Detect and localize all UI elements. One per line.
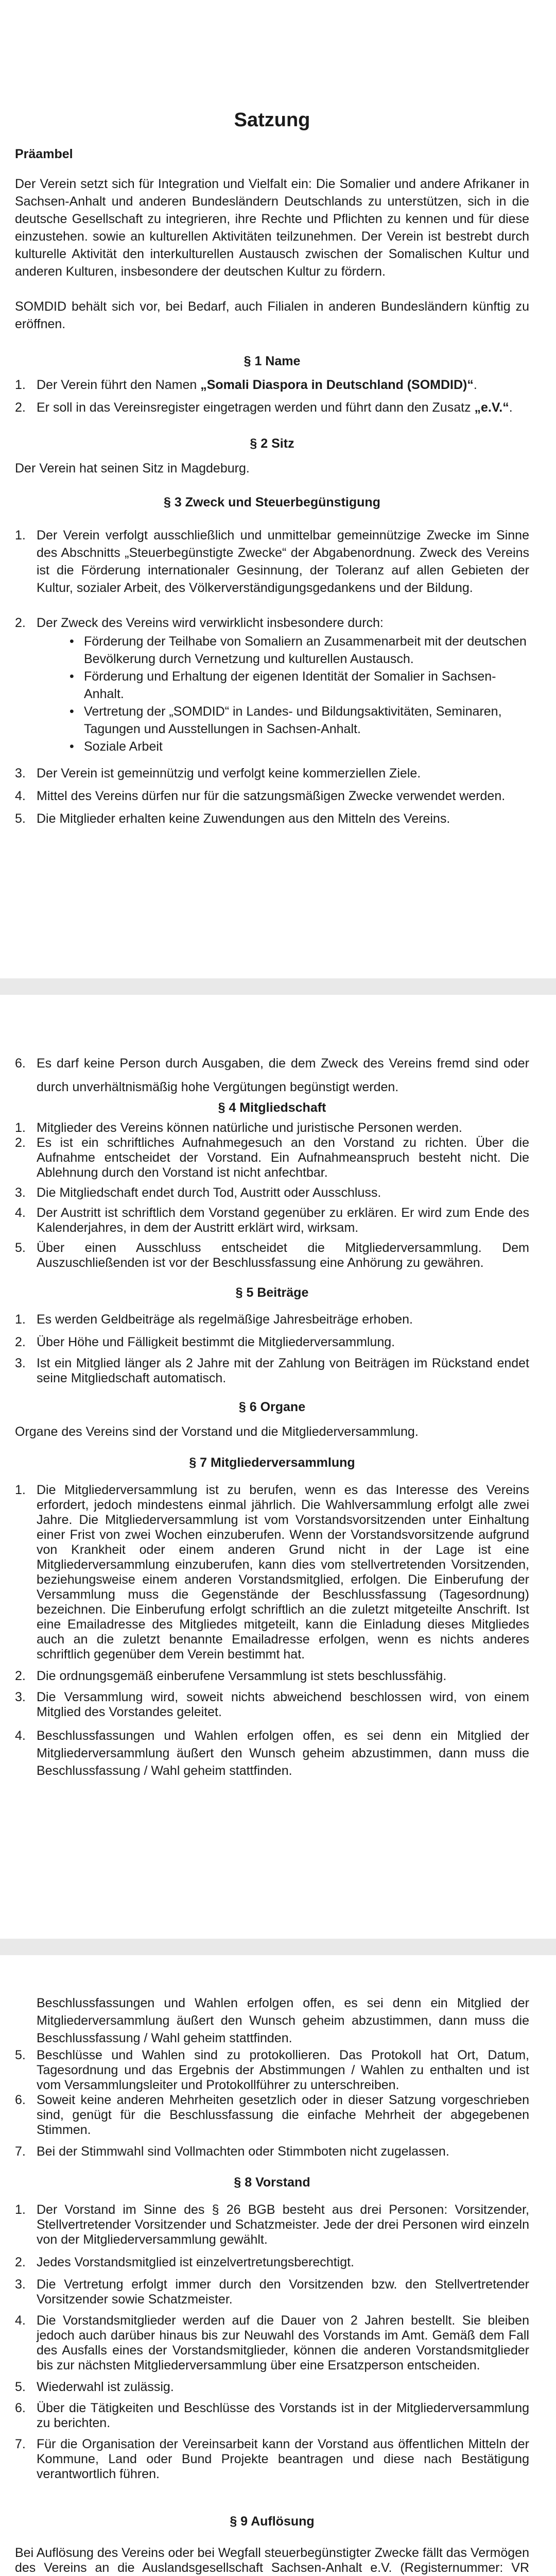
section-5-item: 2. Über Höhe und Fälligkeit bestimmt die Mitgliederversammlung. [15, 1335, 395, 1349]
section-3-item-4: 4. Mittel des Vereins dürfen nur für die satzungsmäßigen Zwecke verwendet werden. [15, 789, 506, 803]
preamble-paragraph-1: Der Verein setzt sich für Integration und Vielfalt ein: Die Somalier und andere Afrikaner in Sachsen-Anhalt und anderen Bundesländern Deutschlands zu unterstützen, sich in die deutsche Gesellschaft zu integrieren, ihre Rechte und Pflichten zu kennen und für diese einzustehen. sowie an kulturellen Aktivitäten teilzunehmen. Der Verein ist bestrebt durch kulturelle Aktivität den interkulturellen Austausch zwischen der Somalischen Kultur und anderen Kulturen, insbesondere der deutschen Kultur zu fördern. [15, 177, 529, 279]
section-3-bullet: • Soziale Arbeit [70, 738, 529, 755]
preamble-paragraph-2: SOMDID behält sich vor, bei Bedarf, auch Filialen in anderen Bundesländern künftig zu eröffnen. [15, 299, 529, 331]
section-7-item-4-remainder: Beschlussfassungen und Wahlen erfolgen offen, es sei denn ein Mitglied der Mitgliederversammlung äußert den Wunsch geheim abzustimmen, dann muss die Beschlussfassung / Wahl geheim stattfinden. [37, 1996, 529, 2045]
section-5-item: 3. Ist ein Mitglied länger als 2 Jahre mit der Zahlung von Beiträgen im Rückstand endet seine Mitgliedschaft automatisch. [15, 1356, 529, 1385]
section-7-item-2: 2. Die ordnungsgemäß einberufene Versammlung ist stets beschlussfähig. [15, 1669, 447, 1683]
section-7-item-7: 7. Bei der Stimmwahl sind Vollmachten oder Stimmboten nicht zugelassen. [15, 2144, 449, 2159]
section-9-text: Bei Auflösung des Vereins oder bei Wegfall steuerbegünstigter Zwecke fällt das Vermögen des Vereins an die Auslandsgesellschaft Sachsen-Anhalt e.V. (Registernummer: VR [15, 2546, 529, 2575]
section-8-item: 7. Für die Organisation der Vereinsarbeit kann der Vorstand aus öffentlichen Mitteln der Kommune, Land oder Bund Projekte beantragen und diese nach Bestätigung verantwortlich führen. [15, 2437, 529, 2481]
section-7-list-continued [15, 1996, 529, 2160]
section-3-list [15, 527, 529, 827]
section-4-item: 5. Über einen Ausschluss entscheidet die Mitgliederversammlung. Dem Auszuschließenden ist vor der Beschlussfassung eine Anhörung zu gewähren. [15, 1241, 529, 1270]
section-8-item: 1. Der Vorstand im Sinne des § 26 BGB besteht aus drei Personen: Vorsitzender, Stellvertretender Vorsitzender und Schatzmeister. Jede der drei Personen wird einzeln von der Mitgliederversammlung gewählt. [15, 2202, 529, 2247]
section-2-text: Der Verein hat seinen Sitz in Magdeburg. [15, 461, 250, 476]
section-5-list [15, 1311, 529, 1386]
document-page-3 [0, 1955, 556, 2576]
section-3-item-2: 2. Der Zweck des Vereins wird verwirklicht insbesondere durch: • Förderung der Teilhabe von Somaliern an Zusammenarbeit mit der deutschen Bevölkerung durch Vernetzung und kulturellen Austausch. • Förderung und Erhaltung der eigenen Identität der Somalier in Sachsen-Anhalt. • Vertretung der „SOMDID“ in Landes- und Bildungsaktivitäten, Seminaren, Tagungen und Ausstellungen in Sachsen-Anhalt. • Soziale Arbeit [15, 614, 529, 755]
section-3-item-1: 1. Der Verein verfolgt ausschließlich und unmittelbar gemeinnützige Zwecke im Sinne des Abschnitts „Steuerbegünstigte Zwecke“ der Abgabenordnung. Zweck des Vereins ist die Förderung internationaler Gesinnung, der Toleranz auf allen Gebieten der Kultur, sozialer Arbeit, des Völkerverständigungsgedankens und der Bildung. [15, 528, 529, 595]
section-1-item-2: 2. Er soll in das Vereinsregister eingetragen werden und führt dann den Zusatz „e.V.“. [15, 400, 513, 415]
section-8-heading: § 8 Vorstand [234, 2175, 310, 2190]
section-5-heading: § 5 Beiträge [235, 1285, 309, 1300]
section-7-item-4: 4. Beschlussfassungen und Wahlen erfolgen offen, es sei denn ein Mitglied der Mitgliederversammlung äußert den Wunsch geheim abzustimmen, dann muss die Beschlussfassung / Wahl geheim stattfinden. [15, 1728, 529, 1778]
section-6-heading: § 6 Organe [238, 1400, 306, 1414]
section-1-heading: § 1 Name [244, 354, 301, 368]
section-7-item-4-continued [15, 1996, 529, 2045]
section-3-bullet-list [70, 633, 529, 755]
section-8-item: 3. Die Vertretung erfolgt immer durch den Vorsitzenden bzw. den Stellvertretender Vorsitzender sowie Schatzmeister. [15, 2277, 529, 2307]
section-4-heading: § 4 Mitgliedschaft [218, 1100, 326, 1115]
section-4-item: 4. Der Austritt ist schriftlich dem Vorstand gegenüber zu erklären. Er wird zum Ende des Kalenderjahres, in dem der Austritt erklärt wird, wirksam. [15, 1206, 529, 1235]
section-7-item-1: 1. Die Mitgliederversammlung ist zu berufen, wenn es das Interesse des Vereins erfordert, jedoch mindestens einmal jährlich. Die Wahlversammlung erfolgt alle zwei Jahre. Die Mitgliederversammlung ist vom Vorstandsvorsitzenden unter Einhaltung einer Frist von zwei Wochen einzuberufen. Wenn der Vorstandsvorsitzende aufgrund von Krankheit oder einem anderen Grund nicht in der Lage ist eine Mitgliederversammlung einzuberufen, kann dies vom stellvertretenden Vorsitzenden, beziehungsweise einem anderen Vorstandsmitglied, erfolgen. Die Einberufung der Versammlung muss die Gegenstände der Beschlussfassung (Tagesordnung) bezeichnen. Die Einberufung erfolgt schriftlich an die zuletzt mitgeteilte Anschrift. Ist eine Emailadresse des Mitgliedes mitgeteilt, kann die Einladung dieses Mitgliedes auch an die zuletzt benannte Emailadresse erfolgen, wenn es nichts anderes schriftlich gegenüber dem Verein bestimmt hat. [15, 1483, 529, 1662]
section-3-heading: § 3 Zweck und Steuerbegünstigung [164, 495, 380, 510]
section-7-item-6: 6. Soweit keine anderen Mehrheiten gesetzlich oder in dieser Satzung vorgeschrieben sind, genügt für die Beschlussfassung die einfache Mehrheit der abgegebenen Stimmen. [15, 2093, 529, 2137]
document-title: Satzung [234, 109, 310, 131]
section-1-item-1: 1. Der Verein führt den Namen „Somali Diaspora in Deutschland (SOMDID)“. [15, 378, 477, 392]
association-name: „Somali Diaspora in Deutschland (SOMDID)“ [200, 378, 474, 392]
section-8-item: 4. Die Vorstandsmitglieder werden auf die Dauer von 2 Jahren bestellt. Sie bleiben jedoch auch darüber hinaus bis zur Neuwahl des Vorstands im Amt. Gemäß dem Fall des Ausfalls eines der Vorstandsmitglieder, können die anderen Vorstandsmitglieder bis zur nächsten Mitgliederversammlung über eine Ersatzperson entscheiden. [15, 2313, 529, 2372]
section-8-item: 2. Jedes Vorstandsmitglied ist einzelvertretungsberechtigt. [15, 2255, 354, 2269]
section-4-item: 2. Es ist ein schriftliches Aufnahmegesuch an den Vorstand zu richten. Über die Aufnahme entscheidet der Vorstand. Ein Aufnahmeanspruch besteht nicht. Die Ablehnung durch den Vorstand ist nicht anfechtbar. [15, 1136, 529, 1180]
document-page-1 [0, 0, 556, 978]
section-3-bullet: • Förderung der Teilhabe von Somaliern an Zusammenarbeit mit der deutschen Bevölkerung durch Vernetzung und kulturellen Austausch. [70, 633, 529, 668]
section-8-item: 6. Über die Tätigkeiten und Beschlüsse des Vorstands ist in der Mitgliederversammlung zu berichten. [15, 2401, 529, 2430]
section-3-item-6: 6. Es darf keine Person durch Ausgaben, die dem Zweck des Vereins fremd sind oder durch unverhältnismäßig hohe Vergütungen begünstigt werden. [15, 1056, 529, 1094]
section-3-list-continued [15, 1052, 529, 1099]
document-page-2 [0, 995, 556, 1939]
section-8-list [15, 2202, 529, 2482]
section-6-text: Organe des Vereins sind der Vorstand und die Mitgliederversammlung. [15, 1425, 419, 1439]
section-7-item-5: 5. Beschlüsse und Wahlen sind zu protokollieren. Das Protokoll hat Ort, Datum, Tagesordnung und das Ergebnis der Abstimmungen / Wahlen zu enthalten und ist vom Versammlungsleiter und Protokollführer zu unterschreiben. [15, 2048, 529, 2092]
section-4-item: 1. Mitglieder des Vereins können natürliche und juristische Personen werden. [15, 1121, 462, 1135]
section-5-item: 1. Es werden Geldbeiträge als regelmäßige Jahresbeiträge erhoben. [15, 1312, 413, 1327]
section-3-item-3: 3. Der Verein ist gemeinnützig und verfolgt keine kommerziellen Ziele. [15, 766, 421, 781]
section-2-heading: § 2 Sitz [250, 436, 294, 451]
section-1-list [15, 376, 529, 416]
section-4-list [15, 1121, 529, 1270]
section-3-bullet: • Förderung und Erhaltung der eigenen Identität der Somalier in Sachsen-Anhalt. [70, 668, 529, 703]
section-4-item: 3. Die Mitgliedschaft endet durch Tod, Austritt oder Ausschluss. [15, 1185, 381, 1200]
section-7-list [15, 1483, 529, 1778]
section-3-bullet: • Vertretung der „SOMDID“ in Landes- und Bildungsaktivitäten, Seminaren, Tagungen und Ausstellungen in Sachsen-Anhalt. [70, 703, 529, 738]
section-8-item: 5. Wiederwahl ist zulässig. [15, 2380, 174, 2394]
section-7-heading: § 7 Mitgliederversammlung [189, 1455, 355, 1470]
ev-suffix: „e.V.“ [474, 400, 509, 415]
preamble-heading: Präambel [15, 147, 73, 161]
section-9-heading: § 9 Auflösung [230, 2514, 315, 2529]
section-3-item-5: 5. Die Mitglieder erhalten keine Zuwendungen aus den Mitteln des Vereins. [15, 811, 450, 826]
section-7-item-3: 3. Die Versammlung wird, soweit nichts abweichend beschlossen wird, von einem Mitglied des Vorstandes geleitet. [15, 1690, 529, 1719]
